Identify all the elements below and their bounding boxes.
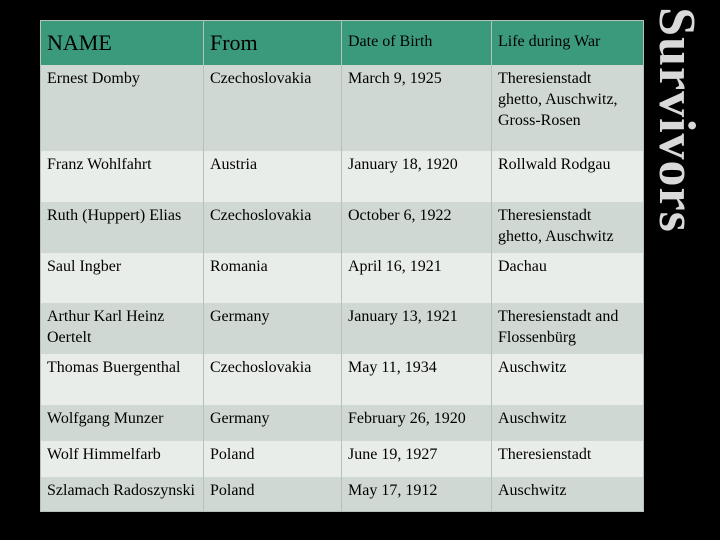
header-life-during-war: Life during War [498, 33, 601, 50]
cell-date-of-birth: May 11, 1934 [348, 359, 437, 376]
column-divider [203, 21, 204, 511]
cell-date-of-birth: May 17, 1912 [348, 482, 438, 499]
table-row [41, 151, 643, 202]
table-row [41, 405, 643, 441]
cell-from: Germany [210, 308, 270, 325]
cell-date-of-birth: January 18, 1920 [348, 156, 458, 173]
cell-date-of-birth: April 16, 1921 [348, 258, 442, 275]
table-row [41, 202, 643, 253]
cell-name: Wolfgang Munzer [47, 410, 164, 427]
cell-name: Arthur Karl Heinz Oertelt [47, 308, 165, 346]
cell-from: Czechoslovakia [210, 359, 312, 376]
cell-name: Franz Wohlfahrt [47, 156, 152, 173]
cell-life-during-war: Auschwitz [498, 410, 567, 427]
table-row [41, 477, 643, 511]
table-row [41, 441, 643, 477]
cell-name: Ruth (Huppert) Elias [47, 207, 182, 224]
cell-life-during-war: Theresienstadt ghetto, Auschwitz, Gross-Rosen [498, 70, 618, 129]
cell-life-during-war: Dachau [498, 258, 547, 275]
cell-date-of-birth: February 26, 1920 [348, 410, 466, 427]
cell-name: Saul Ingber [47, 258, 122, 275]
cell-from: Romania [210, 258, 268, 275]
column-divider [491, 21, 492, 511]
header-from: From [210, 30, 258, 55]
cell-life-during-war: Theresienstadt and Flossenbürg [498, 308, 619, 346]
cell-life-during-war: Auschwitz [498, 482, 567, 499]
table-row [41, 354, 643, 405]
column-divider [341, 21, 342, 511]
cell-life-during-war: Theresienstadt [498, 446, 592, 463]
cell-date-of-birth: October 6, 1922 [348, 207, 452, 224]
table-row [41, 253, 643, 303]
cell-life-during-war: Rollwald Rodgau [498, 156, 611, 173]
cell-from: Czechoslovakia [210, 207, 312, 224]
header-date-of-birth: Date of Birth [348, 33, 433, 50]
cell-from: Austria [210, 156, 258, 173]
cell-from: Germany [210, 410, 270, 427]
table-row [41, 303, 643, 354]
cell-date-of-birth: June 19, 1927 [348, 446, 438, 463]
survivors-table [40, 20, 644, 512]
cell-life-during-war: Theresienstadt ghetto, Auschwitz [498, 207, 614, 245]
cell-name: Wolf Himmelfarb [47, 446, 161, 463]
table-header-row [41, 21, 643, 65]
cell-date-of-birth: January 13, 1921 [348, 308, 458, 325]
cell-from: Poland [210, 446, 255, 463]
slide-title-text: Survivors [648, 7, 705, 233]
header-name: NAME [47, 30, 112, 55]
cell-life-during-war: Auschwitz [498, 359, 567, 376]
cell-name: Szlamach Radoszynski [47, 482, 195, 499]
table-row [41, 65, 643, 151]
cell-from: Czechoslovakia [210, 70, 312, 87]
slide-title [646, 4, 706, 236]
cell-from: Poland [210, 482, 255, 499]
cell-name: Thomas Buergenthal [47, 359, 181, 376]
cell-date-of-birth: March 9, 1925 [348, 70, 442, 87]
cell-name: Ernest Domby [47, 70, 140, 87]
